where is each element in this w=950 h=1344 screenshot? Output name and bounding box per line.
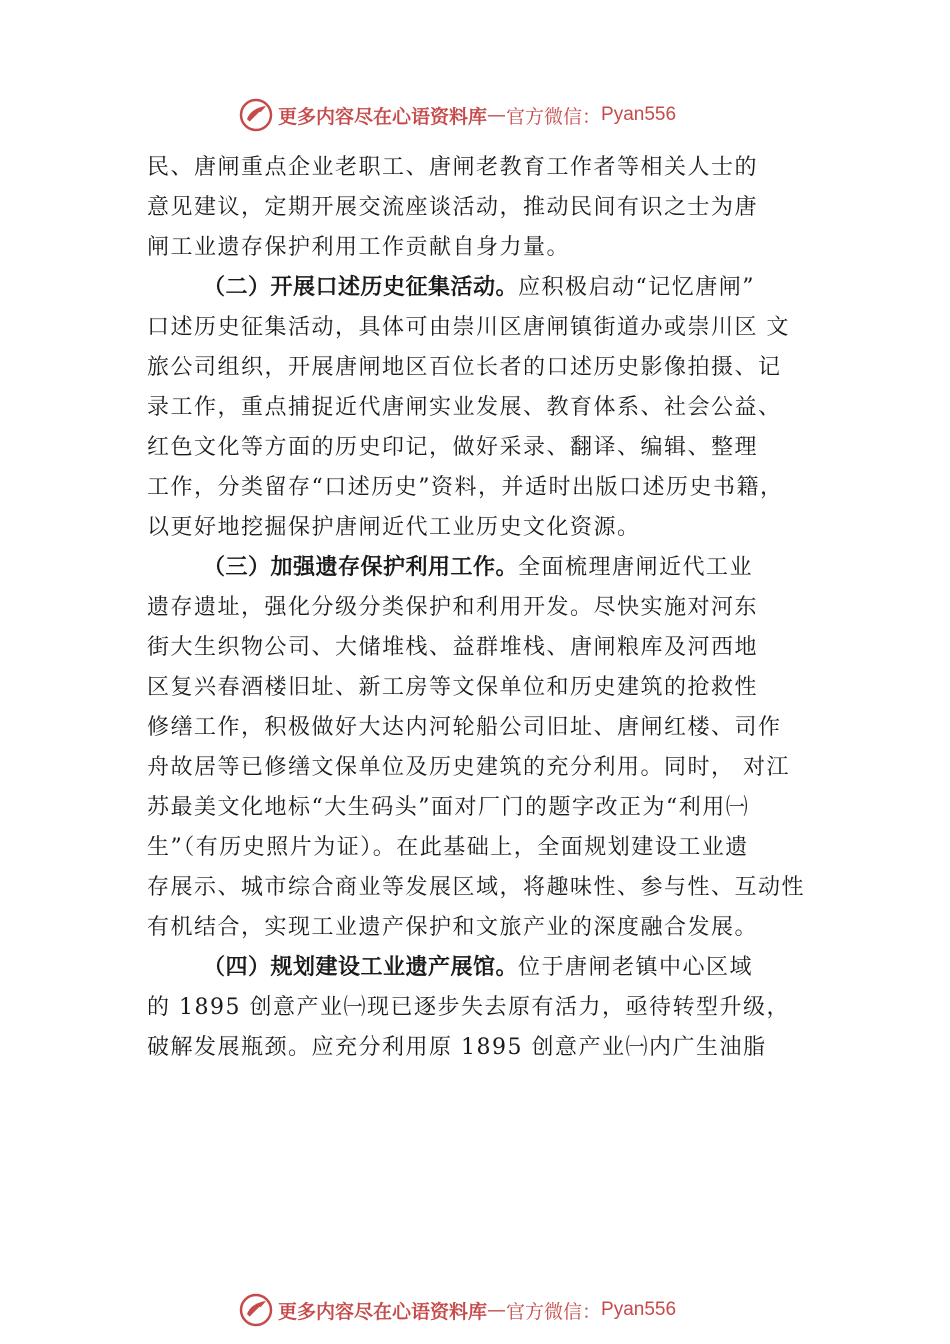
logo-icon: [238, 1292, 274, 1328]
text-line: 有机结合，实现工业遗产保护和文旅产业的深度融合发展。: [147, 915, 759, 940]
text-line: [147, 548, 847, 588]
text-line: 闸工业遗存保护利用工作贡献自身力量。: [147, 235, 571, 260]
text-line: 生”（有历史照片为证）。在此基础上，全面规划建设工业遗: [147, 835, 749, 860]
text-line: 以更好地挖掘保护唐闸近代工业历史文化资源。: [147, 515, 641, 540]
text-span: 位于唐闸老镇中心区域: [518, 955, 754, 980]
banner-wechat-id: Pyan556: [601, 104, 677, 125]
text-span: 全面梳理唐闸近代工业: [518, 555, 754, 580]
text-line: 民、唐闸重点企业老职工、唐闸老教育工作者等相关人士的: [147, 155, 759, 180]
text-line: 街大生织物公司、大储堆栈、益群堆栈、唐闸粮库及河西地: [147, 635, 759, 660]
text-line: 工作，分类留存“口述历史”资料，并适时出版口述历史书籍，: [147, 475, 784, 500]
text-line: 苏最美文化地标“大生码头”面对厂门的题字改正为“利用㈠: [147, 795, 750, 820]
footer-banner: [238, 1290, 676, 1330]
text-line: 舟故居等已修缮文保单位及历史建筑的充分利用。同时， 对江: [147, 755, 790, 780]
banner-title: 更多内容尽在心语资料库: [278, 105, 488, 128]
banner-dash: —: [487, 104, 507, 126]
paragraph-3: [147, 548, 847, 948]
text-line: 旅公司组织，开展唐闸地区百位长者的口述历史影像拍摄、记: [147, 355, 782, 380]
text-span: 应积极启动“记忆唐闸”: [518, 275, 756, 300]
text-line: 录工作，重点捕捉近代唐闸实业发展、教育体系、社会公益、: [147, 395, 782, 420]
paragraph-1: [147, 148, 847, 268]
text-line: 口述历史征集活动，具体可由崇川区唐闸镇街道办或崇川区 文: [147, 315, 790, 340]
text-line: 区复兴春酒楼旧址、新工房等文保单位和历史建筑的抢救性: [147, 675, 759, 700]
section-heading: （四）规划建设工业遗产展馆。: [203, 955, 519, 980]
logo-icon: [238, 97, 274, 133]
paragraph-4: [147, 948, 847, 1068]
paragraph-2: [147, 268, 847, 548]
text-line: 红色文化等方面的历史印记，做好采录、翻译、编辑、整理: [147, 435, 759, 460]
header-banner: [238, 95, 676, 135]
text-line: 破解发展瓶颈。应充分利用原 1895 创意产业㈠内广生油脂: [147, 1035, 767, 1060]
banner-title: 更多内容尽在心语资料库: [278, 1300, 488, 1323]
text-line: 意见建议，定期开展交流座谈活动，推动民间有识之士为唐: [147, 195, 759, 220]
section-heading: （三）加强遗存保护利用工作。: [203, 555, 519, 580]
text-line: [147, 948, 847, 988]
text-line: 的 1895 创意产业㈠现已逐步失去原有活力，亟待转型升级，: [147, 995, 790, 1020]
document-body: [147, 148, 847, 1068]
text-line: 存展示、城市综合商业等发展区域，将趣味性、参与性、互动性: [147, 875, 806, 900]
banner-wechat-id: Pyan556: [601, 1299, 677, 1320]
text-line: 修缮工作，积极做好大达内河轮船公司旧址、唐闸红楼、司作: [147, 715, 782, 740]
banner-label: 官方微信：: [506, 1300, 602, 1323]
section-heading: （二）开展口述历史征集活动。: [203, 275, 519, 300]
text-line: [147, 268, 847, 308]
banner-label: 官方微信：: [506, 105, 602, 128]
text-line: 遗存遗址，强化分级分类保护和利用开发。尽快实施对河东: [147, 595, 759, 620]
banner-dash: —: [487, 1299, 507, 1321]
